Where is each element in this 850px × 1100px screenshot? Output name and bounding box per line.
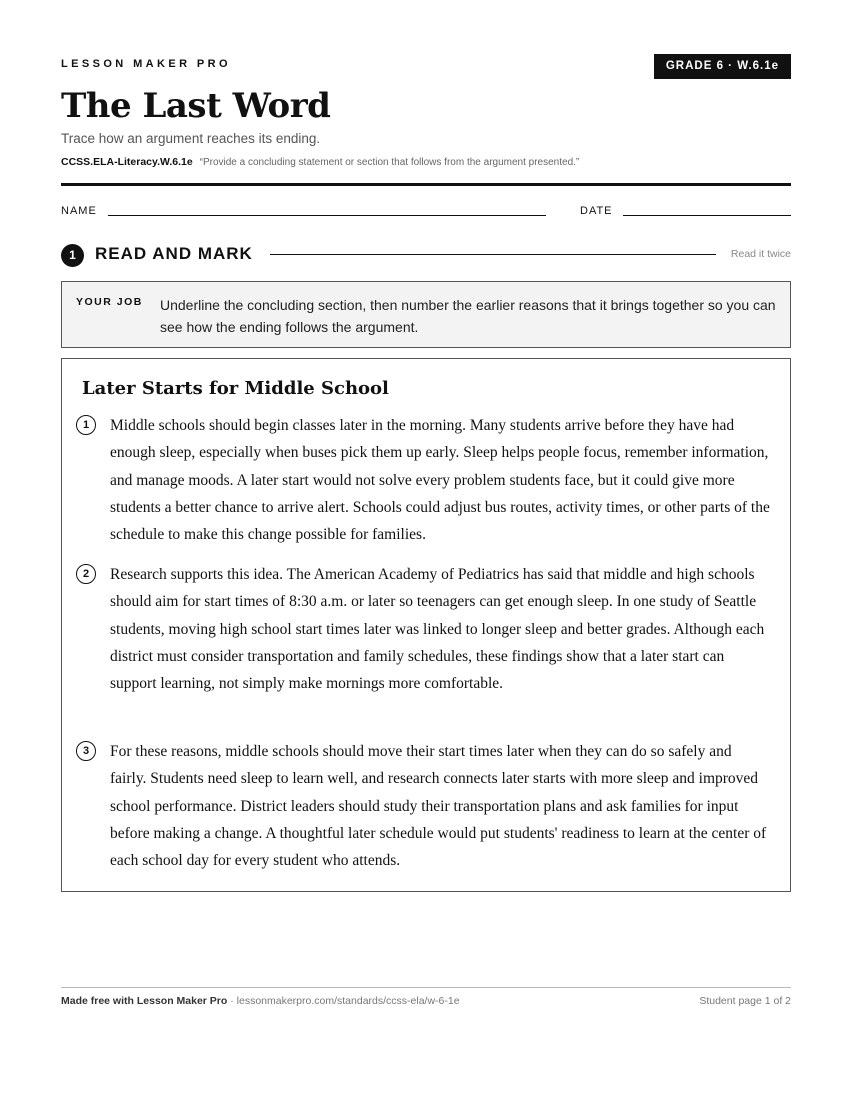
footer-divider [61, 987, 791, 988]
grade-badge: GRADE 6 · W.6.1e [654, 54, 791, 79]
section-header [61, 243, 791, 267]
footer-made-with: Made free with Lesson Maker Pro [61, 995, 228, 1007]
paragraph-number: 1 [76, 415, 96, 435]
paragraph-number: 2 [76, 564, 96, 584]
standard-code: CCSS.ELA-Literacy.W.6.1e [61, 156, 193, 168]
instructions-text: Underline the concluding section, then number the earlier reasons that it brings together so you can see how the ending follows the argument. [160, 297, 776, 335]
top-bar [61, 54, 791, 80]
paragraph-text: Research supports this idea. The American Academy of Pediatrics has said that middle and high schools should aim for start times of 8:30 a.m. or later so teenagers can get enough sleep. In one study of Seattle students, moving high school start times later was linked to longer sleep and better grades. Although each district must consider transportation and family schedules, these findings show that a later start can support learning, not simply make mornings more comfortable. [110, 566, 765, 693]
date-field[interactable] [623, 215, 791, 216]
header-divider [61, 183, 791, 186]
section-title: READ AND MARK [95, 244, 253, 263]
section-divider [270, 254, 716, 255]
footer-page-number: Student page 1 of 2 [699, 995, 791, 1007]
standard-line [61, 156, 579, 168]
name-field[interactable] [108, 215, 546, 216]
worksheet-page [61, 0, 791, 1100]
reading-passage [61, 358, 791, 892]
instructions-label: YOUR JOB [76, 296, 143, 308]
paragraph-number: 3 [76, 741, 96, 761]
name-label: NAME [61, 205, 97, 217]
footer-credit [61, 995, 460, 1007]
paragraph-text: Middle schools should begin classes later in the morning. Many students arrive before they have had enough sleep, especially when buses pick them up early. Sleep helps people focus, remember information, and manage moods. A later start would not solve every problem students face, but it could give more students a better chance to arrive alert. Schools could adjust bus routes, activity times, or other parts of the schedule to make this change possible for families. [110, 417, 770, 544]
section-note: Read it twice [730, 248, 791, 260]
standard-quote: “Provide a concluding statement or section that follows from the argument presented.” [199, 157, 580, 168]
paragraph-text: For these reasons, middle schools should move their start times later when they can do so safely and fairly. Students need sleep to learn well, and research connects later starts with more sleep and improved school performance. District leaders should study their transportation plans and ask families for input before making a change. A thoughtful later schedule would put students' readiness to learn at the center of each school day for every student who attends. [110, 743, 767, 870]
page-subtitle: Trace how an argument reaches its ending. [61, 131, 321, 146]
passage-title: Later Starts for Middle School [82, 378, 389, 399]
instructions-box [61, 281, 791, 348]
date-label: DATE [580, 205, 613, 217]
section-number-badge: 1 [61, 244, 84, 267]
student-fields [61, 204, 791, 224]
footer-url[interactable]: · lessonmakerpro.com/standards/ccss-ela/w-6-1e [227, 995, 460, 1007]
page-title: The Last Word [61, 86, 331, 126]
brand-name: LESSON MAKER PRO [61, 58, 231, 70]
